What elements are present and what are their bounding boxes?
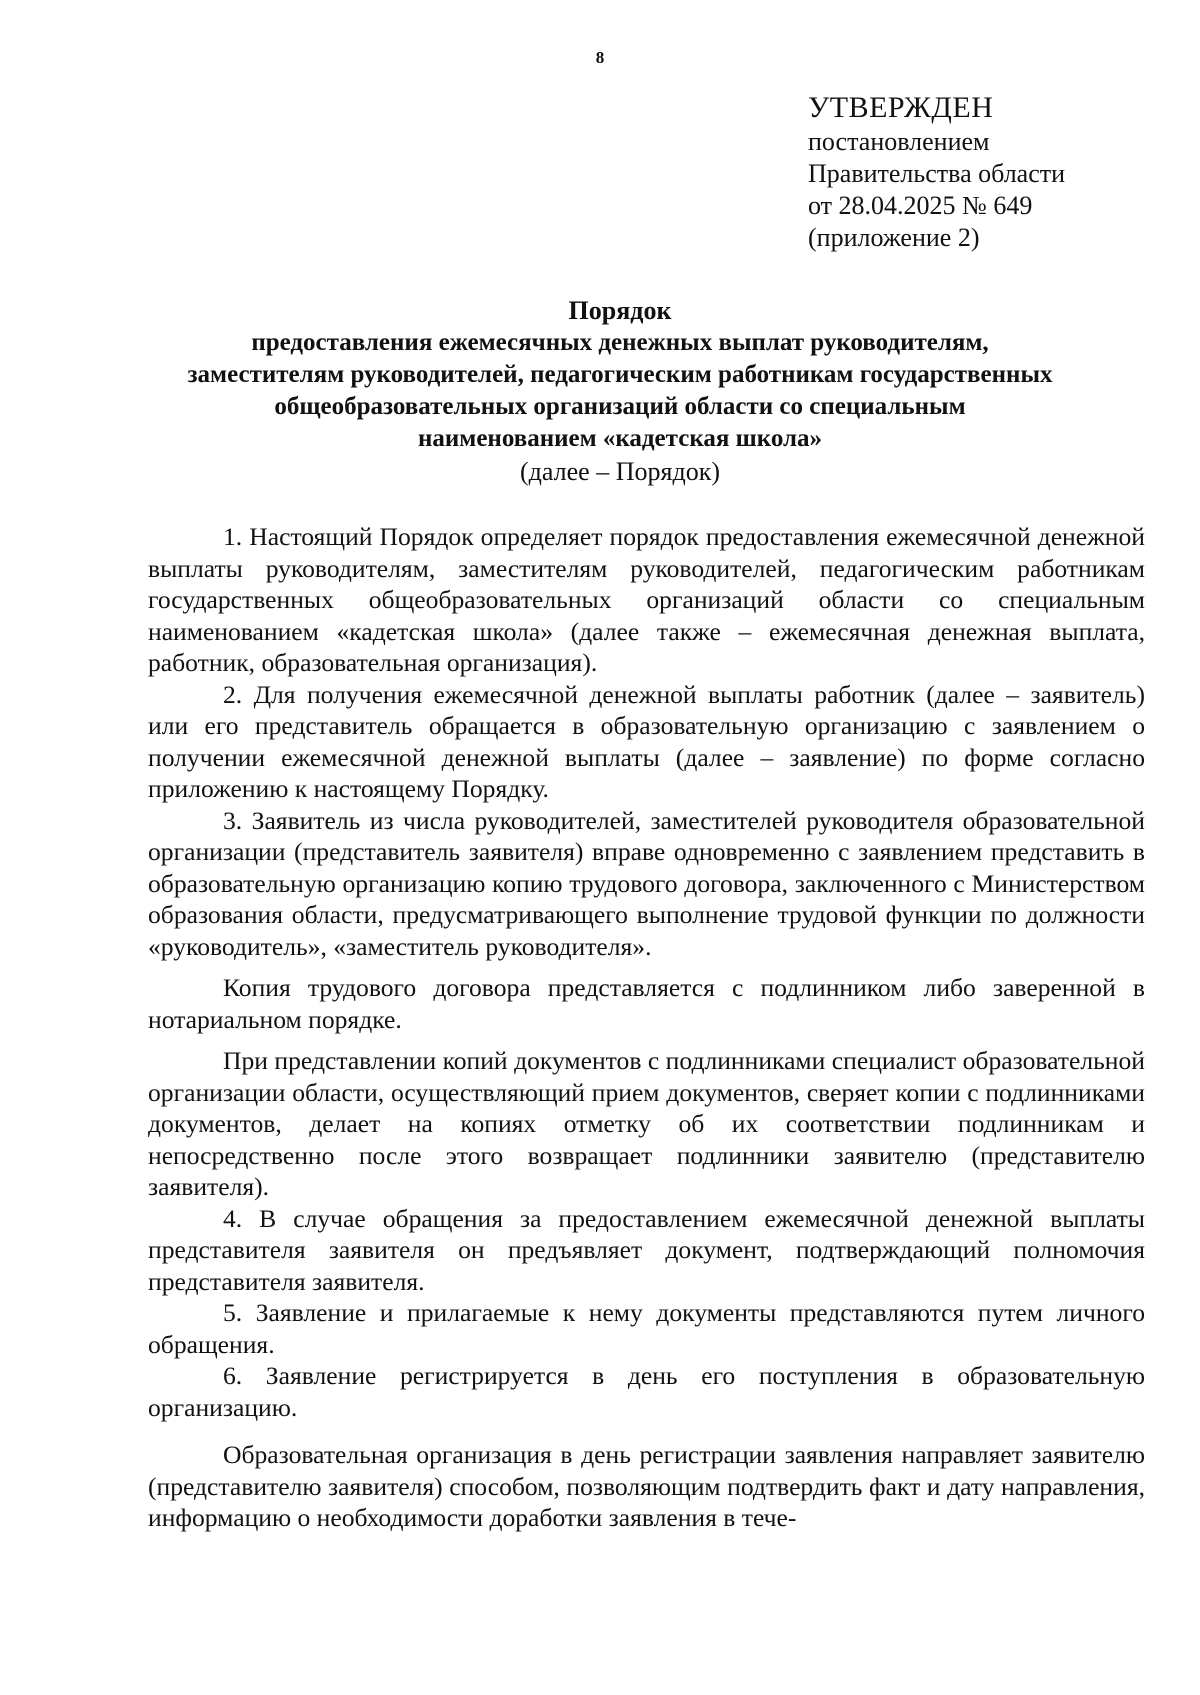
approval-line: от 28.04.2025 № 649 (808, 191, 1033, 220)
paragraph-2: 2. Для получения ежемесячной денежной выплаты работник (далее – заявитель) или его представитель обращается в образовательную организацию с заявлением о получении ежемесячной денежной выплаты (далее – заявление) по форме согласно приложению к настоящему Порядку. (148, 679, 1145, 803)
document-body (148, 521, 1145, 1534)
document-title: Порядок (568, 296, 672, 325)
document-subtitle-line: заместителям руководителей, педагогическим работникам государственных (187, 361, 1053, 388)
approval-line: (приложение 2) (808, 223, 980, 252)
paragraph-3-verification: При представлении копий документов с подлинниками специалист образовательной организации области, осуществляющий прием документов, сверяет копии с подлинниками документов, делает на копиях отметку об их соответствии подлинникам и непосредственно после этого возвращает подлинники заявителю (представителю заявителя). (148, 1046, 1145, 1201)
document-subtitle-note: (далее – Порядок) (520, 457, 720, 486)
page-number: 8 (595, 48, 605, 67)
approval-line: постановлением (808, 127, 990, 156)
paragraph-5: 5. Заявление и прилагаемые к нему документы представляются путем личного обращения. (148, 1298, 1145, 1359)
document-subtitle-line: наименованием «кадетская школа» (417, 425, 823, 452)
document-subtitle-line: предоставления ежемесячных денежных выплат руководителям, (251, 329, 989, 356)
approval-title: УТВЕРЖДЕН (808, 91, 994, 124)
paragraph-1: 1. Настоящий Порядок определяет порядок предоставления ежемесячной денежной выплаты руководителям, заместителям руководителей, педагогическим работникам государственных общеобразовательных организаций области со специальным наименованием «кадетская школа» (далее также – ежемесячная денежная выплата, работник, образовательная организация). (148, 522, 1145, 677)
paragraph-3: 3. Заявитель из числа руководителей, заместителей руководителя образовательной организации (представитель заявителя) вправе одновременно с заявлением представить в образовательную организацию копию трудового договора, заключенного с Министерством образования области, предусматривающего выполнение трудовой функции по должности «руководитель», «заместитель руководителя». (148, 805, 1145, 961)
approval-line: Правительства области (808, 159, 1066, 188)
paragraph-3-copy-note: Копия трудового договора представляется с подлинником либо заверенной в нотариальном порядке. (148, 973, 1145, 1034)
document-heading (120, 295, 1120, 489)
document-subtitle-line: общеобразовательных организаций области со специальным (274, 393, 966, 420)
paragraph-6-notification: Образовательная организация в день регистрации заявления направляет заявителю (представителю заявителя) способом, позволяющим подтвердить факт и дату направления, информацию о необходимости доработки заявления в тече- (148, 1440, 1145, 1532)
paragraph-4: 4. В случае обращения за предоставлением ежемесячной денежной выплаты представителя заявителя он предъявляет документ, подтверждающий полномочия представителя заявителя. (148, 1203, 1145, 1296)
approval-stamp (808, 90, 1188, 254)
paragraph-6: 6. Заявление регистрируется в день его поступления в образовательную организацию. (148, 1361, 1145, 1422)
